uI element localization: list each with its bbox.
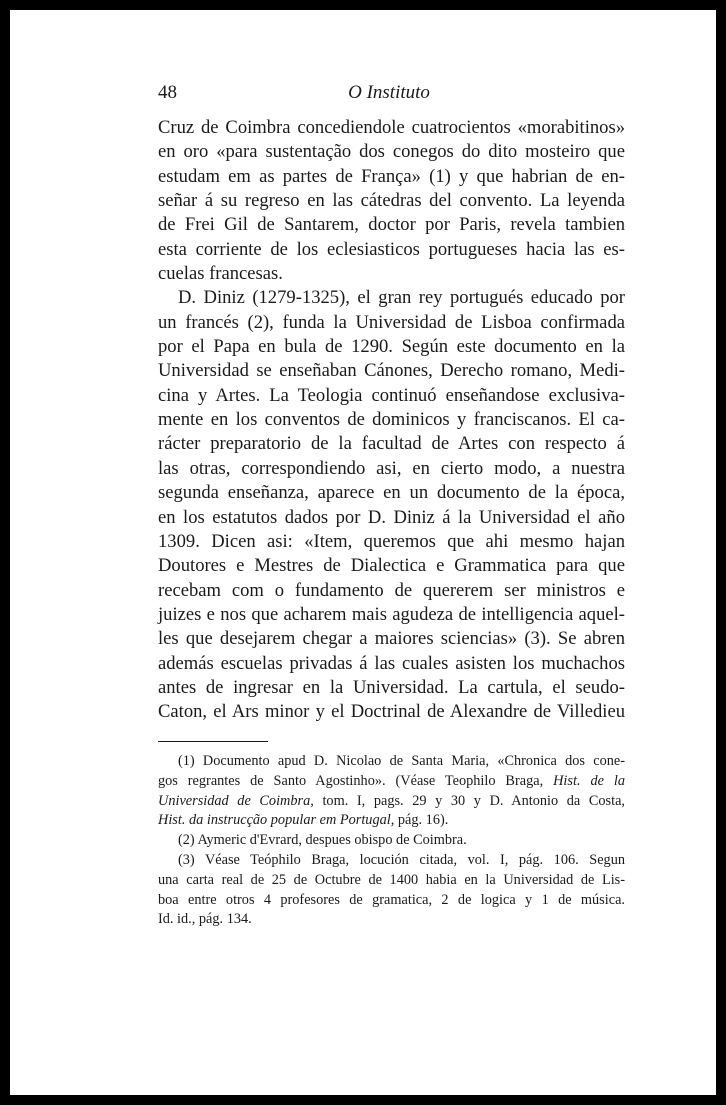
footnote-3-line: Id. id., pág. 134. [158, 911, 252, 928]
text-line: rácter preparatorio de la facultad de Artes con respecto á [158, 433, 625, 455]
text-line: un francés (2), funda la Universidad de Lisboa confirmada [158, 311, 625, 333]
footnote-2: (2) Aymeric d'Evrard, despues obispo de Coimbra. [178, 832, 467, 849]
text-line: Doutores e Mestres de Dialectica e Grammatica para que [158, 555, 625, 577]
footnote-1-line [158, 772, 625, 792]
footnote-1-text: gos regrantes de Santo Agostinho». (Véase Teophilo Braga, [158, 772, 544, 789]
footnote-1-line [158, 792, 625, 812]
page-header [158, 82, 620, 106]
text-line: esta corriente de los eclesiasticos portugueses hacia las es- [158, 238, 625, 260]
footnote-1-book-title: Hist. da instrucção popular em Portugal, [158, 812, 395, 829]
text-line: Universidad se enseñaban Cánones, Derecho romano, Medi- [158, 360, 625, 382]
footnote-3-line: una carta real de 25 de Octubre de 1400 habia en la Universidad de Lis- [158, 871, 625, 888]
text-line: señar á su regreso en las cátedras del convento. La leyenda [158, 190, 625, 212]
footnote-1-line: (1) Documento apud D. Nicolao de Santa Maria, «Chronica dos cone- [178, 753, 625, 769]
text-line: Cruz de Coimbra concediendole cuatrocientos «morabitinos» [158, 117, 625, 138]
footnote-divider [158, 741, 268, 742]
text-line: las otras, correspondiendo asi, en cierto modo, a nuestra [158, 457, 625, 479]
text-line: además escuelas privadas á las cuales asisten los muchachos [158, 652, 625, 674]
text-line: 1309. Dicen asi: «Item, queremos que ahi mesmo hajan [158, 530, 625, 552]
footnotes [158, 752, 625, 930]
text-line: les que desejarem chegar a maiores sciencias» (3). Se abren [158, 628, 625, 650]
footnote-1-book-title: Hist. de la [553, 772, 626, 789]
text-line: segunda enseñanza, aparece en un documento de la época, [158, 482, 625, 504]
text-line: Caton, el Ars minor y el Doctrinal de Alexandre de Villedieu [158, 701, 625, 723]
text-line: antes de ingresar en la Universidad. La cartula, el seudo- [158, 676, 625, 698]
footnote-3-line: (3) Véase Teóphilo Braga, locución citada, vol. I, pág. 106. Segun [178, 851, 625, 868]
text-line: D. Diniz (1279-1325), el gran rey portugués educado por [178, 287, 625, 309]
text-line: en los estatutos dados por D. Diniz á la Universidad el año [158, 506, 625, 528]
footnote-1-text: tom. I, pags. 29 y 30 y D. Antonio da Costa, [322, 792, 626, 809]
text-line: recebam com o fundamento de quererem ser ministros e [158, 579, 625, 601]
book-page [10, 10, 716, 1095]
text-line: de Frei Gil de Santarem, doctor por Paris, revela tambien [158, 214, 625, 236]
text-line: cina y Artes. La Teologia continuó enseñandose exclusiva- [158, 384, 625, 406]
running-title: O Instituto [348, 82, 430, 103]
footnote-3-line: boa entre otros 4 profesores de gramatica, 2 de logica y 1 de música. [158, 891, 625, 908]
text-line: por el Papa en bula de 1290. Según este documento en la [158, 336, 625, 358]
text-line: estudam em as partes de França» (1) y que habrian de en- [158, 165, 625, 187]
page-number: 48 [158, 82, 177, 103]
footnote-1-text: pág. 16). [397, 812, 449, 829]
footnote-1-book-title: Universidad de Coimbra, [158, 792, 314, 809]
footnote-1-line [158, 811, 625, 831]
text-line: cuelas francesas. [158, 263, 283, 285]
text-line: en oro «para sustentação dos conegos do dito mosteiro que [158, 141, 625, 163]
body-text [158, 116, 625, 725]
text-line: mente en los conventos de dominicos y franciscanos. El ca- [158, 409, 625, 431]
text-line: juizes e nos que acharem mais agudeza de intelligencia aquel- [158, 603, 625, 625]
